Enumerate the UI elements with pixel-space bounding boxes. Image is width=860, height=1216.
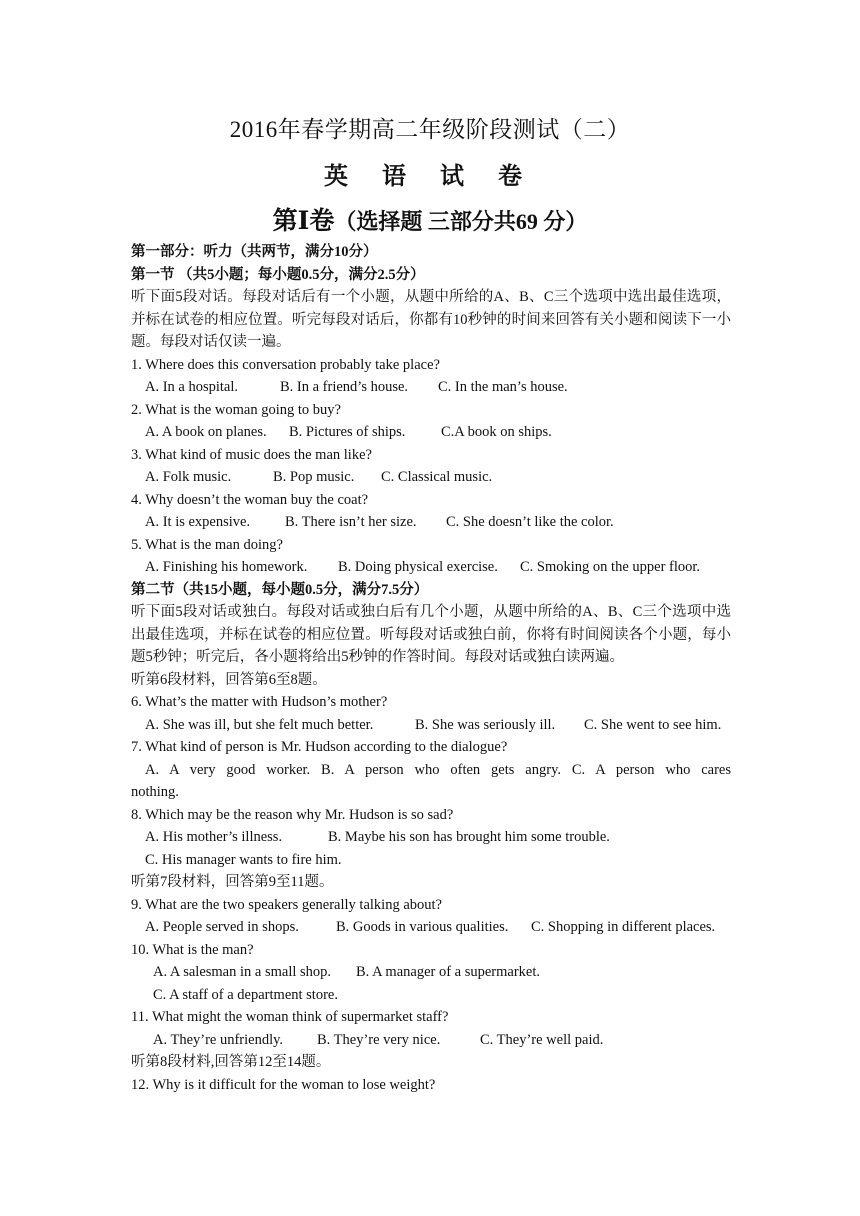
question-1-options xyxy=(131,376,731,399)
question-6: 6. What’s the matter with Hudson’s mother? xyxy=(131,694,388,710)
option-a: A. It is expensive. xyxy=(145,514,251,530)
question-6-options xyxy=(131,714,731,737)
option-b: B. There isn’t her size. xyxy=(285,514,417,530)
exam-title: 2016年春学期高二年级阶段测试（二） xyxy=(229,117,631,142)
question-3: 3. What kind of music does the man like? xyxy=(131,446,372,463)
question-10: 10. What is the man? xyxy=(131,941,254,958)
part1-heading: 第一部分：听力（共两节，满分10分） xyxy=(131,244,378,260)
option-b: B. Pictures of ships. xyxy=(289,424,406,440)
section2-heading: 第二节（共15小题，每小题0.5分，满分7.5分） xyxy=(131,581,429,598)
question-7: 7. What kind of person is Mr. Hudson according to the dialogue? xyxy=(131,739,508,755)
section1-heading: 第一节 （共5小题；每小题0.5分，满分2.5分） xyxy=(131,266,425,283)
option-b: B. Goods in various qualities. xyxy=(336,919,509,935)
material-6-note: 听第6段材料，回答第6至8题。 xyxy=(131,671,327,688)
option-a: A. They’re unfriendly. xyxy=(153,1031,284,1048)
option-a: A. People served in shops. xyxy=(145,919,299,935)
question-1: 1. Where does this conversation probably take place? xyxy=(131,356,440,373)
option-b: B. Maybe his son has brought him some trouble. xyxy=(328,829,610,845)
option-a: A. A salesman in a small shop. xyxy=(153,964,332,980)
section2-instructions: 听下面5段对话或独白。每段对话或独白后有几个小题，从题中所给的A、B、C三个选项中选出最佳选项，并标在试卷的相应位置。听每段对话或独白前，你将有时间阅读各个小题，每小题5秒钟；听完后，各小题将给出5秒钟的作答时间。每段对话或独白读两遍。 xyxy=(131,604,731,665)
option-b: B. They’re very nice. xyxy=(317,1031,441,1048)
option-a: A. In a hospital. xyxy=(145,379,239,395)
option-a: A. Folk music. xyxy=(145,469,232,485)
option-c: C. Smoking on the upper floor. xyxy=(520,559,701,575)
option-c: C. She went to see him. xyxy=(584,716,722,733)
question-4-options xyxy=(131,511,731,534)
option-c: C. Classical music. xyxy=(381,469,493,485)
option-c: C. Shopping in different places. xyxy=(531,919,716,935)
material-8-note: 听第8段材料,回答第12至14题。 xyxy=(131,1054,331,1070)
question-11-options xyxy=(131,1029,731,1052)
question-10-option-c: C. A staff of a department store. xyxy=(153,986,338,1003)
question-10-options xyxy=(131,961,731,984)
material-7-note: 听第7段材料，回答第9至11题。 xyxy=(131,874,334,890)
option-b: B. A manager of a supermarket. xyxy=(356,964,541,980)
section1-instructions: 听下面5段对话。每段对话后有一个小题，从题中所给的A、B、C三个选项中选出最佳选项，并标在试卷的相应位置。听完每段对话后，你都有10秒钟的时间来回答有关小题和阅读下一小题。每段对话仅读一遍。 xyxy=(131,289,731,350)
question-3-options xyxy=(131,466,731,489)
question-11: 11. What might the woman think of supermarket staff? xyxy=(131,1009,449,1025)
question-9-options xyxy=(131,916,731,939)
question-7-options-continued: nothing. xyxy=(131,784,179,800)
question-8-options xyxy=(131,826,731,849)
question-2-options xyxy=(131,421,731,444)
question-12: 12. Why is it difficult for the woman to lose weight? xyxy=(131,1076,436,1093)
option-b: B. Pop music. xyxy=(273,469,355,485)
exam-body xyxy=(131,241,731,1096)
option-c: C. She doesn’t like the color. xyxy=(446,514,614,530)
option-b: B. Doing physical exercise. xyxy=(338,559,498,575)
question-5: 5. What is the man doing? xyxy=(131,536,283,553)
question-7-options: A. A very good worker. B. A person who often gets angry. C. A person who cares xyxy=(145,761,731,778)
option-c: C. They’re well paid. xyxy=(480,1031,604,1048)
question-8: 8. Which may be the reason why Mr. Hudson is so sad? xyxy=(131,806,454,823)
question-2: 2. What is the woman going to buy? xyxy=(131,401,341,418)
volume-note: （选择题 三部分共69 分） xyxy=(334,209,588,234)
volume-heading xyxy=(0,201,860,237)
option-a: A. Finishing his homework. xyxy=(145,559,308,575)
option-b: B. In a friend’s house. xyxy=(280,379,409,395)
option-c: C. In the man’s house. xyxy=(438,379,568,395)
option-b: B. She was seriously ill. xyxy=(415,716,556,733)
option-a: A. His mother’s illness. xyxy=(145,829,283,845)
question-5-options xyxy=(131,556,731,579)
question-4: 4. Why doesn’t the woman buy the coat? xyxy=(131,491,369,508)
question-9: 9. What are the two speakers generally talking about? xyxy=(131,896,442,913)
volume-main: 第Ⅰ卷 xyxy=(272,208,335,235)
question-8-option-c: C. His manager wants to fire him. xyxy=(145,851,342,868)
exam-subtitle: 英 语 试 卷 xyxy=(324,164,536,190)
option-a: A. She was ill, but she felt much better. xyxy=(145,716,374,733)
option-a: A. A book on planes. xyxy=(145,424,267,440)
option-c: C.A book on ships. xyxy=(441,424,552,440)
